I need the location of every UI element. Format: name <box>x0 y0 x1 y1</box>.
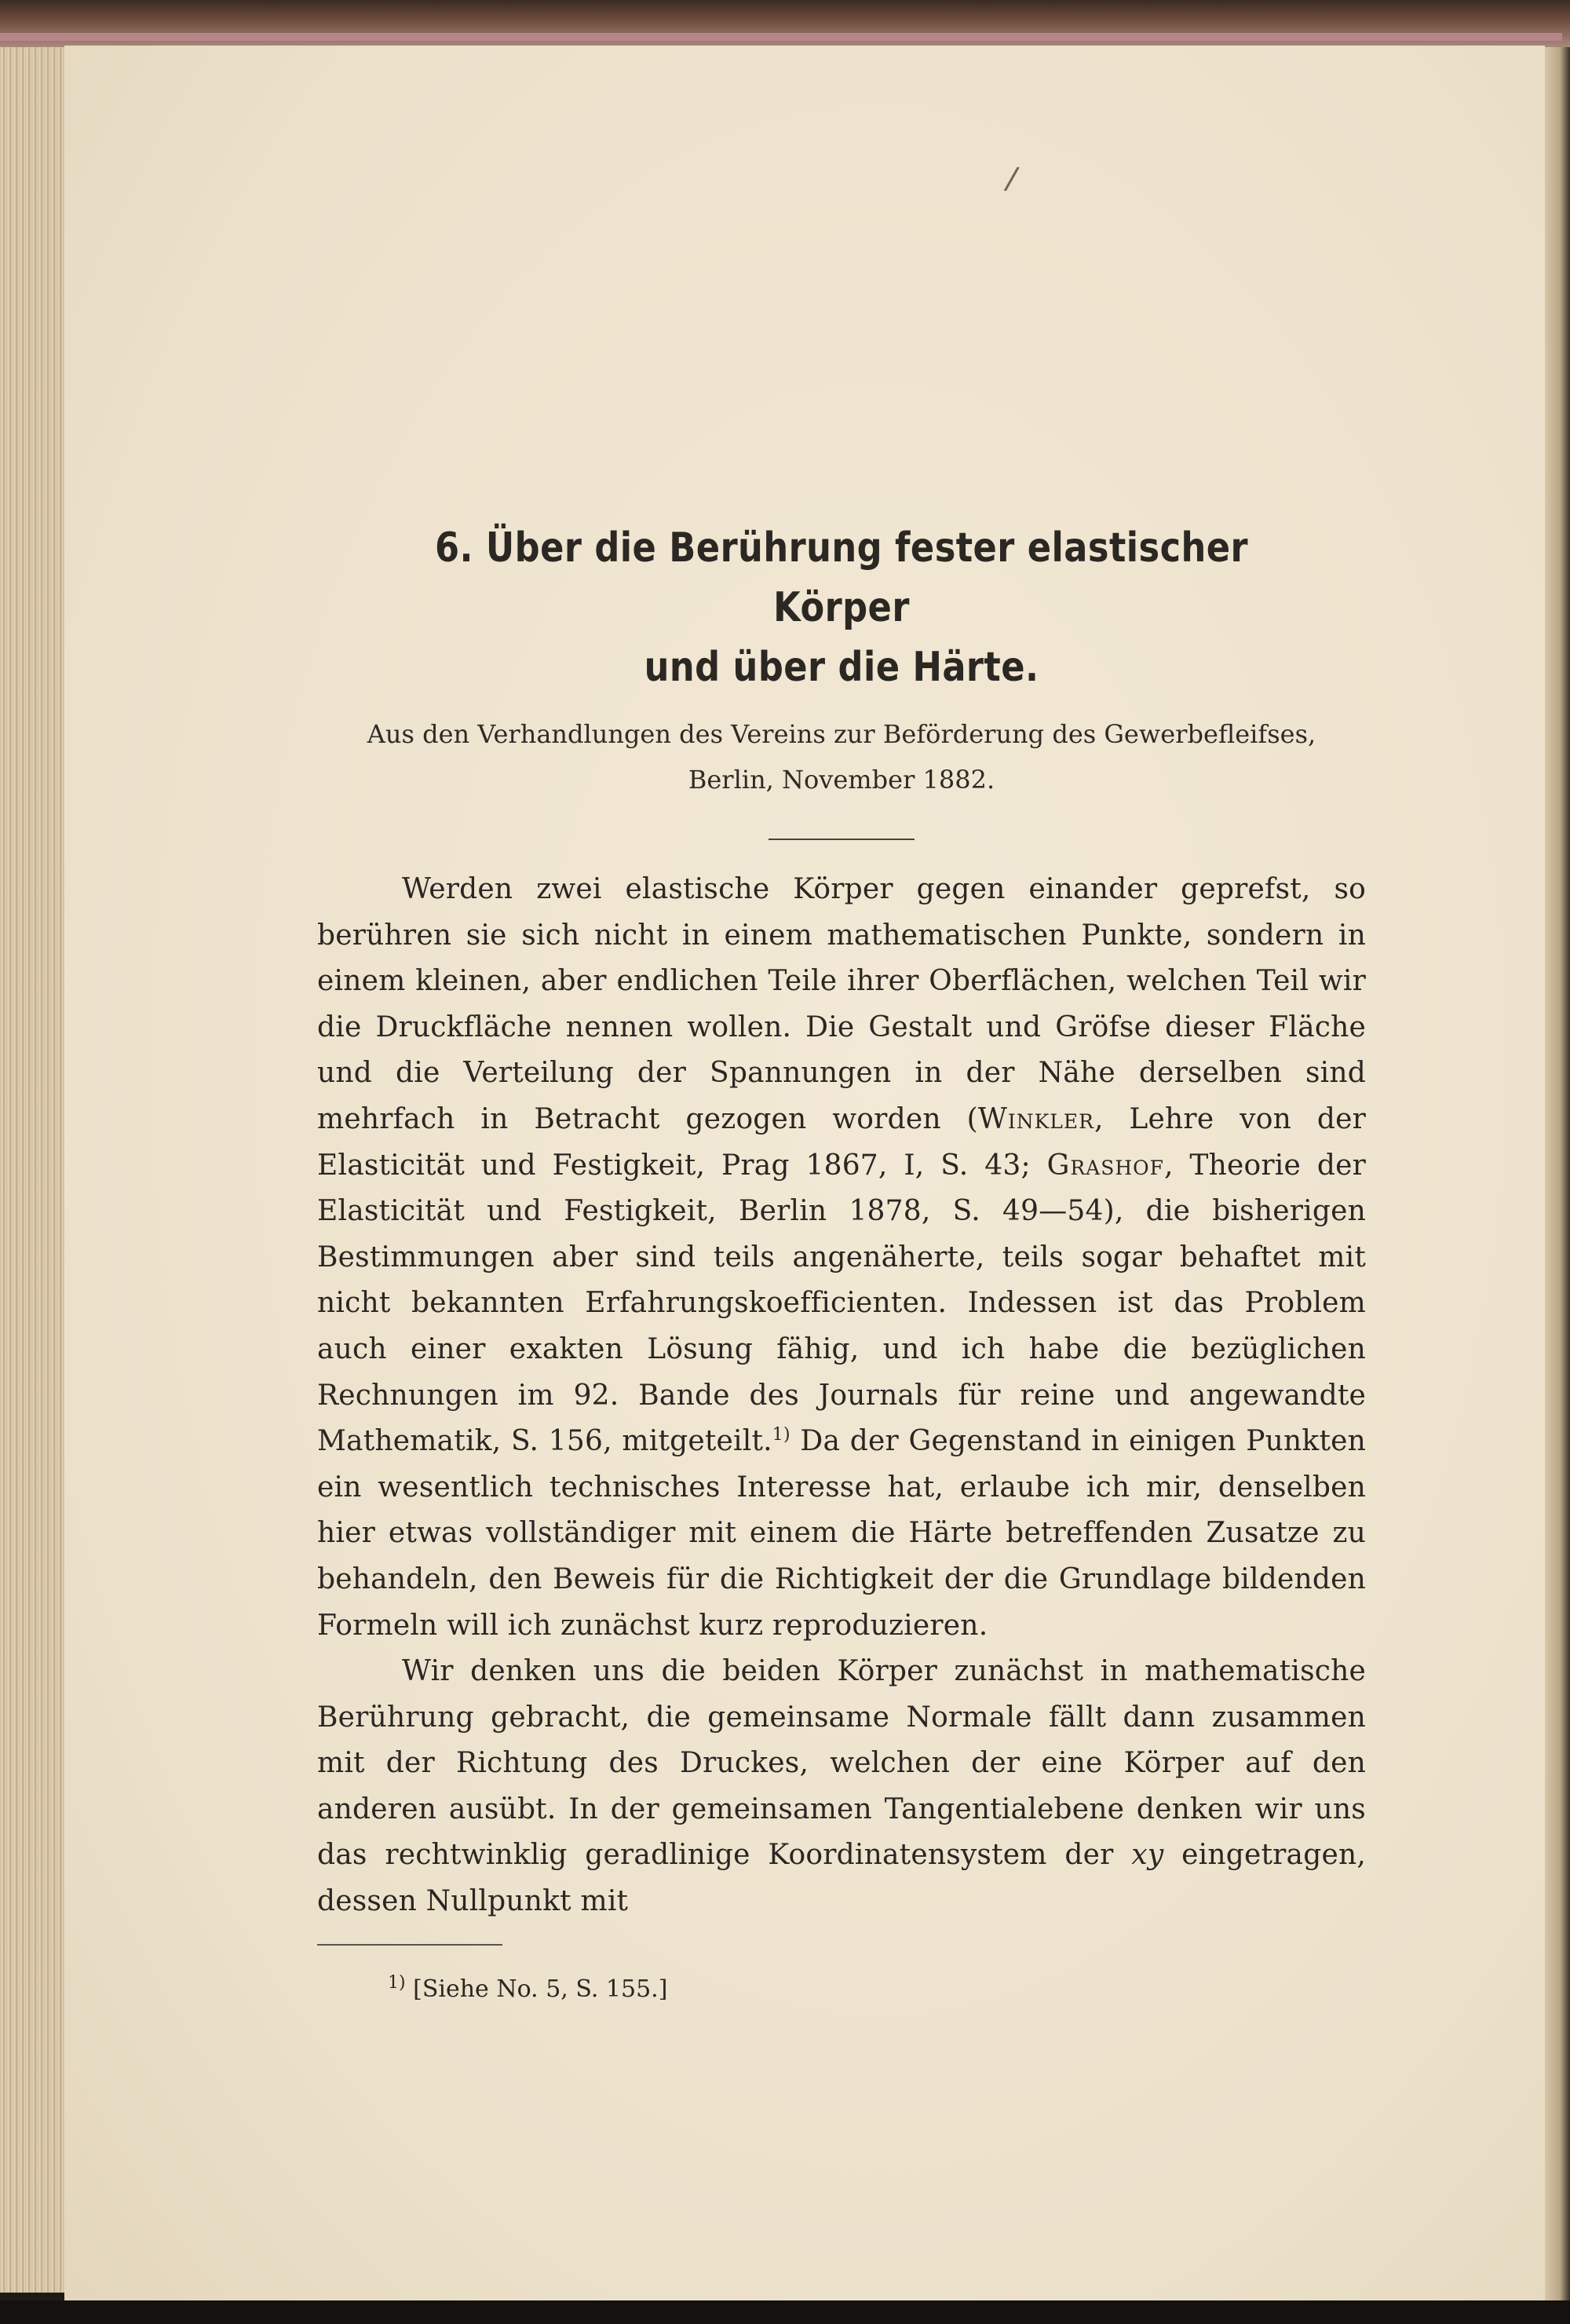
variable-xy: xy <box>1131 1839 1164 1872</box>
title-line-2: und über die Härte. <box>644 644 1039 691</box>
footnote-marker: 1) <box>388 1972 406 1993</box>
pencil-mark: / <box>1002 159 1021 198</box>
chapter-title <box>391 518 1293 697</box>
source-line-2: Berlin, November 1882. <box>688 765 995 795</box>
p1-part-c: , Theorie der Elasticität und Festigkeit, Berlin 1878, S. 49—54), die bisherigen Bestimmungen aber sind teils angenäherte, teils sogar behaftet mit nicht bekannten Erfahrungskoefficienten. Indessen ist das Problem auch einer exakten Lösung fähig, und ich habe die bezüglichen Rechnungen im 92. Bande des Journals für reine und angewandte Mathematik, S. 156, mitgeteilt. <box>317 1149 1366 1458</box>
footnote-reference: 1) <box>772 1425 790 1445</box>
footnote <box>388 1972 1366 2007</box>
title-divider <box>769 839 915 840</box>
cover-stripe <box>0 33 1562 41</box>
p1-part-b: , Lehre von der Elasticität und Festigkeit, Prag 1867, I, S. 43; <box>317 1102 1366 1182</box>
footnote-text: [Siehe No. 5, S. 155.] <box>405 1975 668 2003</box>
page-stack-edge <box>0 47 64 2293</box>
paragraph-1 <box>317 867 1366 1649</box>
source-line-1: Aus den Verhandlungen des Vereins zur Beförderung des Gewerbefleifses, <box>367 719 1316 749</box>
footnote-divider <box>317 1944 502 1946</box>
p2-part-a: Wir denken uns die beiden Körper zunächst in mathematische Berührung gebracht, die gemeinsame Normale fällt dann zusammen mit der Richtung des Druckes, welchen der eine Körper auf den anderen ausübt. In der gemeinsamen Tangentialebene denken wir uns das rechtwinklig geradlinige Koordinatensystem der <box>317 1655 1366 1872</box>
page-content <box>317 518 1366 2007</box>
paragraph-2 <box>317 1649 1366 1925</box>
p1-part-a: Werden zwei elastische Körper gegen einander geprefst, so berühren sie sich nicht in einem mathematischen Punkte, sondern in einem kleinen, aber endlichen Teile ihrer Oberflächen, welchen Teil wir die Druckfläche nennen wollen. Die Gestalt und Gröfse dieser Fläche und die Verteilung der Spannungen in der Nähe derselben sind mehrfach in Betracht gezogen worden ( <box>317 873 1366 1135</box>
title-line-1: 6. Über die Berührung fester elastischer Körper <box>434 524 1249 631</box>
p1-part-d: Da der Gegenstand in einigen Punkten ein wesentlich technisches Interesse hat, erlaube ich mir, denselben hier etwas vollständiger mit einem die Härte betreffenden Zusatze zu behandeln, den Beweis für die Richtigkeit der die Grundlage bildenden Formeln will ich zunächst kurz reproduzieren. <box>317 1425 1366 1642</box>
body-text <box>317 867 1366 1925</box>
author-winkler: Winkler <box>977 1102 1094 1135</box>
source-note <box>317 711 1366 802</box>
scan-background-bottom <box>0 2300 1570 2324</box>
author-grashof: Grashof <box>1046 1149 1164 1182</box>
p2-part-b: eingetragen, dessen Nullpunkt mit <box>317 1839 1366 1918</box>
page-right-edge <box>1545 47 1570 2300</box>
